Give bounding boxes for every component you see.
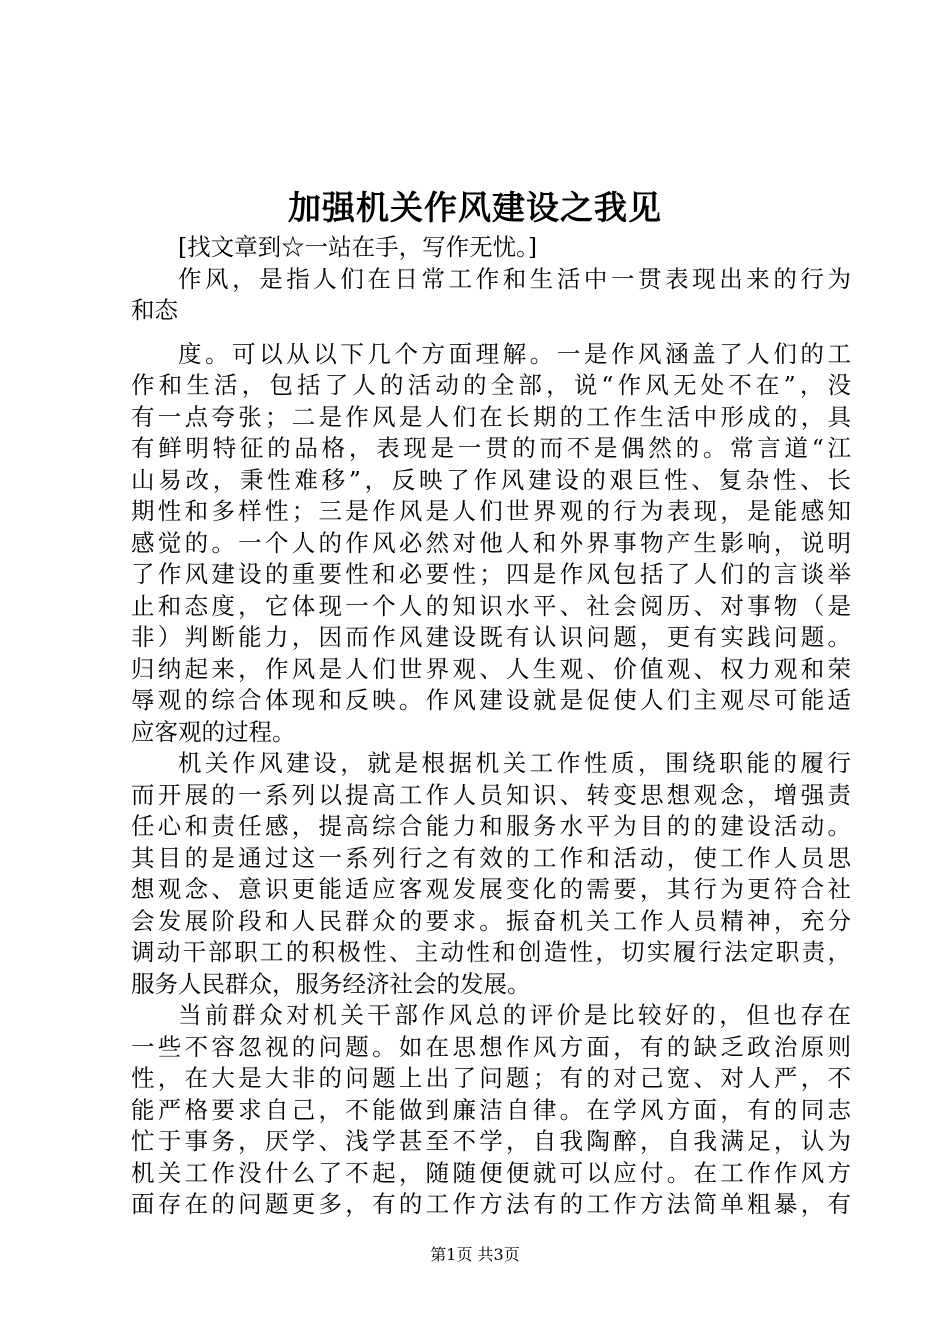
text-line: 止和态度，它体现一个人的知识水平、社会阅历、对事物（是: [131, 591, 851, 620]
text-line: 服务人民群众，服务经济社会的发展。: [131, 969, 531, 998]
document-body: [131, 232, 851, 1221]
text-line: 作风，是指人们在日常工作和生活中一贯表现出来的行为: [178, 264, 851, 293]
text-line: 任心和责任感，提高综合能力和服务水平为目的的建设活动。: [131, 812, 851, 840]
text-line: [找文章到☆一站在手，写作无忧。]: [178, 233, 538, 261]
text-line: 机关工作没什么了不起，随随便便就可以应付。在工作作风方: [131, 1158, 851, 1187]
text-line: 了作风建设的重要性和必要性；四是作风包括了人们的言谈举: [131, 560, 851, 588]
text-line: 山易改，秉性难移”，反映了作风建设的艰巨性、复杂性、长: [131, 465, 851, 494]
text-line: 非）判断能力，因而作风建设既有认识问题，更有实践问题。: [131, 623, 851, 651]
text-line: 感觉的。一个人的作风必然对他人和外界事物产生影响，说明: [131, 528, 851, 557]
text-line: 辱观的综合体现和反映。作风建设就是促使人们主观尽可能适: [131, 686, 851, 714]
text-line: 一些不容忽视的问题。如在思想作风方面，有的缺乏政治原则: [131, 1032, 851, 1061]
text-line: 度。可以从以下几个方面理解。一是作风涵盖了人们的工: [178, 339, 851, 368]
text-line: 能严格要求自己，不能做到廉洁自律。在学风方面，有的同志: [131, 1095, 851, 1124]
text-line: 和态: [131, 296, 178, 324]
text-line: 机关作风建设，就是根据机关工作性质，围绕职能的履行: [178, 749, 851, 777]
page-title: 加强机关作风建设之我见: [288, 188, 662, 227]
text-line: 作和生活，包括了人的活动的全部，说“作风无处不在”，没: [131, 371, 851, 399]
text-line: 其目的是通过这一系列行之有效的工作和活动，使工作人员思: [131, 843, 851, 872]
text-line: 有鲜明特征的品格，表现是一贯的而不是偶然的。常言道“江: [131, 434, 851, 462]
text-line: 性，在大是大非的问题上出了问题；有的对己宽、对人严，不: [131, 1064, 851, 1092]
text-line: 忙于事务，厌学、浅学甚至不学，自我陶醉，自我满足，认为: [131, 1127, 851, 1155]
text-line: 当前群众对机关干部作风总的评价是比较好的，但也存在: [178, 1001, 851, 1029]
text-line: 面存在的问题更多，有的工作方法有的工作方法简单粗暴，有: [131, 1190, 851, 1218]
text-line: 有一点夸张；二是作风是人们在长期的工作生活中形成的，具: [131, 402, 851, 431]
text-line: 归纳起来，作风是人们世界观、人生观、价值观、权力观和荣: [131, 654, 851, 683]
text-line: 期性和多样性；三是作风是人们世界观的行为表现，是能感知: [131, 497, 851, 525]
text-line: 而开展的一系列以提高工作人员知识、转变思想观念，增强责: [131, 780, 851, 809]
text-line: 调动干部职工的积极性、主动性和创造性，切实履行法定职责，: [131, 938, 851, 966]
page-footer: 第1页 共3页: [430, 1245, 520, 1264]
text-line: 会发展阶段和人民群众的要求。振奋机关工作人员精神，充分: [131, 906, 851, 935]
text-line: 想观念、意识更能适应客观发展变化的需要，其行为更符合社: [131, 875, 851, 903]
text-line: 应客观的过程。: [131, 717, 296, 746]
